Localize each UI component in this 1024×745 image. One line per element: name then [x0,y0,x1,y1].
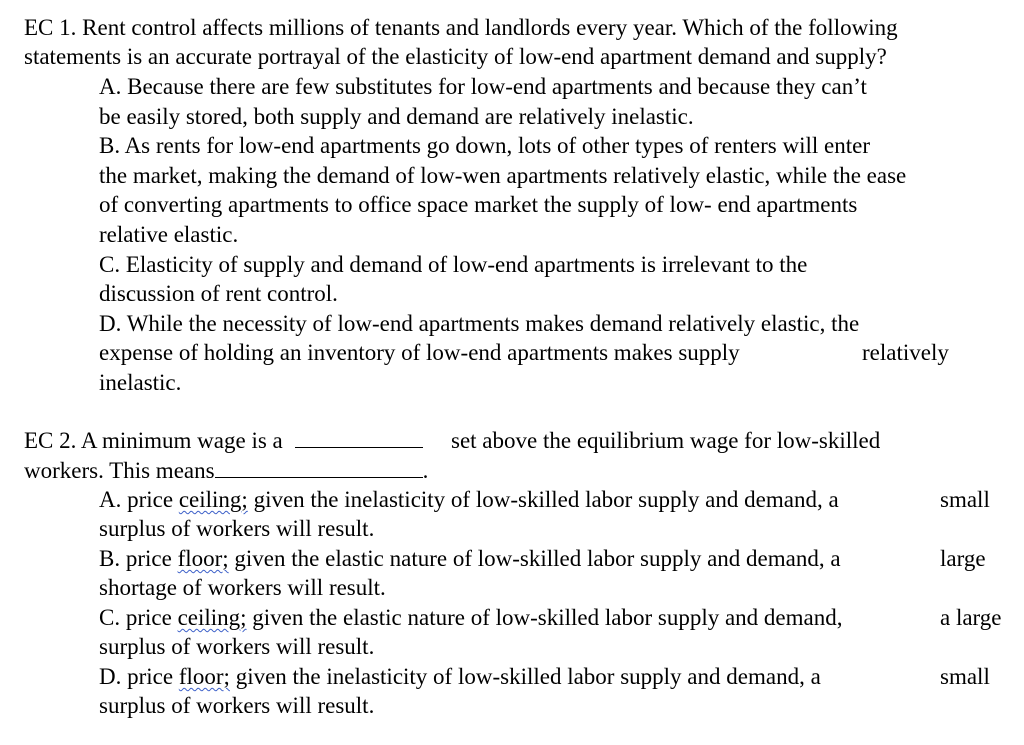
ec2-option-a-end: small [940,487,990,512]
ec2-option-c-prefix: C. price [99,605,172,630]
ec2-option-d-line-2: surplus of workers will result. [99,693,375,718]
ec2-option-a-term: ceiling; [178,487,248,512]
ec2-stem-line-1-end: set above the equilibrium wage for low-skilled [451,428,881,453]
ec2-option-b-end: large [940,546,986,571]
ec1-option-b-line-3: of converting apartments to office space market the supply of low- end apartments [99,192,858,217]
ec1-option-d-line-3: inelastic. [99,370,182,395]
ec1-option-d-line-2: expense of holding an inventory of low-end apartments makes supply [99,340,740,365]
ec2-answer-blank-1[interactable] [295,429,423,448]
ec2-option-a-line-2: surplus of workers will result. [99,516,375,541]
ec1-option-c-line-1: C. Elasticity of supply and demand of low-end apartments is irrelevant to the [99,252,808,277]
ec1-option-b-line-4: relative elastic. [99,222,239,247]
ec2-stem-start: EC 2. A minimum wage is a [24,428,283,453]
ec2-option-b-line-1 [99,544,841,574]
ec2-option-d-end: small [940,664,990,689]
ec1-option-d-line-1: D. While the necessity of low-end apartments makes demand relatively elastic, the [99,311,860,336]
ec2-stem-line-2 [24,456,428,486]
ec1-option-d-line-2-end: relatively [862,340,949,365]
ec1-option-b-line-1: B. As rents for low-end apartments go down, lots of other types of renters will enter [99,133,870,158]
ec2-stem-means: workers. This means [24,458,215,483]
ec2-option-c-end: a large [940,605,1002,630]
ec2-stem-period: . [422,458,429,483]
ec2-answer-blank-2[interactable] [215,459,423,478]
ec2-option-a-prefix: A. price [99,487,174,512]
ec1-option-b-line-2: the market, making the demand of low-wen apartments relatively elastic, while the ease [99,163,907,188]
ec1-option-c-line-2: discussion of rent control. [99,281,338,306]
ec2-option-c-line-1 [99,603,842,633]
ec1-option-a-line-2: be easily stored, both supply and demand are relatively inelastic. [99,104,694,129]
ec1-stem-line-1: EC 1. Rent control affects millions of tenants and landlords every year. Which of the following [24,15,898,40]
ec2-option-b-line-2: shortage of workers will result. [99,575,386,600]
ec2-option-d-term: floor; [178,664,230,689]
ec2-option-b-text: given the elastic nature of low-skilled labor supply and demand, a [234,546,841,571]
ec1-option-a-line-1: A. Because there are few substitutes for low-end apartments and because they can’t [99,74,867,99]
ec2-option-a-text: given the inelasticity of low-skilled labor supply and demand, a [253,487,839,512]
ec1-stem-line-2: statements is an accurate portrayal of the elasticity of low-end apartment demand and supply? [24,44,887,69]
ec2-option-c-text: given the elastic nature of low-skilled labor supply and demand, [252,605,843,630]
ec2-option-d-line-1 [99,662,821,692]
ec2-option-d-prefix: D. price [99,664,174,689]
ec2-option-a-line-1 [99,485,839,515]
ec2-option-b-term: floor; [177,546,229,571]
ec2-stem-line-1 [24,426,423,456]
ec2-option-c-line-2: surplus of workers will result. [99,634,375,659]
ec2-option-d-text: given the inelasticity of low-skilled labor supply and demand, a [235,664,821,689]
ec2-option-b-prefix: B. price [99,546,172,571]
ec2-option-c-term: ceiling; [177,605,247,630]
